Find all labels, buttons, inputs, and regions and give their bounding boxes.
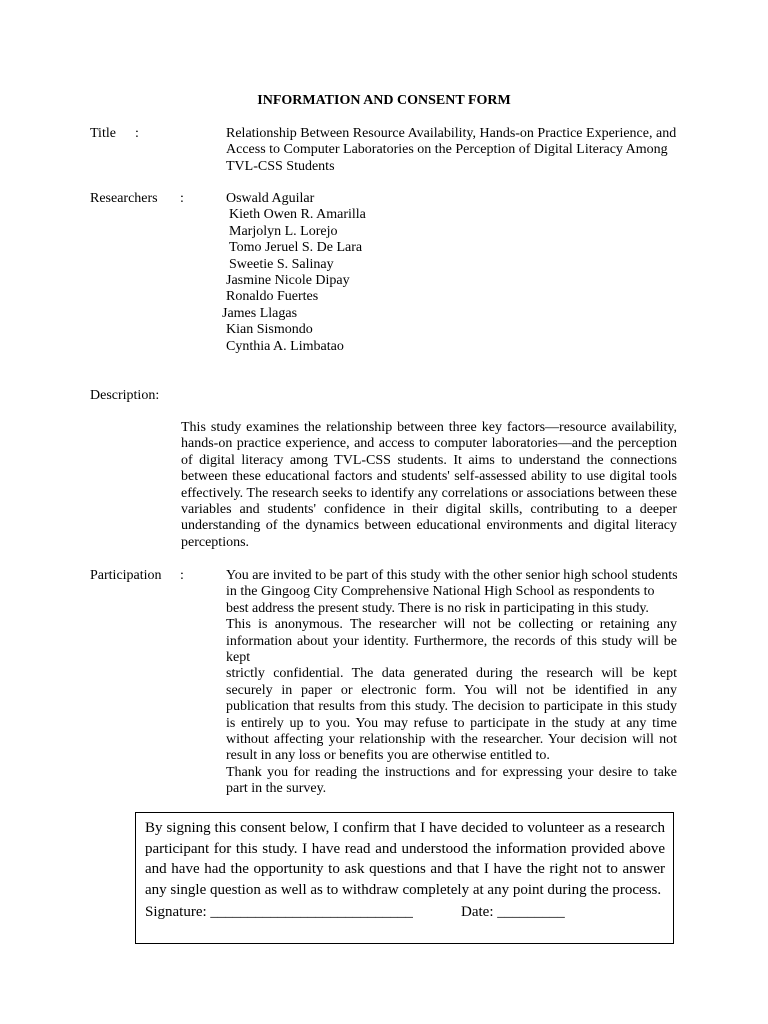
researcher-name: Marjolyn L. Lorejo <box>229 223 338 239</box>
study-title-line: Access to Computer Laboratories on the Perception of Digital Literacy Among <box>226 142 668 158</box>
title-colon: : <box>135 126 139 141</box>
study-title <box>226 126 676 175</box>
researcher-name: Kieth Owen R. Amarilla <box>229 207 366 223</box>
researcher-name: Tomo Jeruel S. De Lara <box>229 240 363 256</box>
participation-line: You are invited to be part of this study with the other senior high school students <box>226 568 678 583</box>
participation-label: Participation <box>90 568 162 583</box>
date-field[interactable]: Date: _________ <box>461 904 565 920</box>
signature-field[interactable]: Signature: ___________________________ <box>145 904 413 920</box>
participation-line: in the Gingoog City Comprehensive National High School as respondents to <box>226 584 655 600</box>
participation-section <box>226 568 677 798</box>
researcher-name: Oswald Aguilar <box>226 191 315 206</box>
form-title: INFORMATION AND CONSENT FORM <box>257 93 511 108</box>
study-title-line: TVL-CSS Students <box>226 158 335 174</box>
researcher-name: Cynthia A. Limbatao <box>226 338 344 354</box>
participation-thanks: Thank you for reading the instructions and for expressing your desire to take part in the survey. <box>226 764 677 797</box>
description-text: This study examines the relationship between three key factors—resource availability, hands-on practice experience, and access to computer laboratories—and the perception of digital literacy among TVL-CSS students. It aims to understand the connections between these educational factors and students' self-assessed ability to use digital tools effectively. The research seeks to identify any correlations or associations between these variables and students' confidence in their digital skills, contributing to a deeper understanding of the dynamics between educational environments and digital literacy perceptions. <box>181 420 677 550</box>
researchers-colon: : <box>180 191 184 206</box>
study-title-line: Relationship Between Resource Availability, Hands-on Practice Experience, and <box>226 126 677 141</box>
participation-anonymous: This is anonymous. The researcher will not be collecting or retaining any information about your identity. Furthermore, the records of this study will be kept <box>226 617 677 666</box>
researcher-name: Sweetie S. Salinay <box>229 256 334 272</box>
consent-box <box>135 812 674 944</box>
researcher-name: Jasmine Nicole Dipay <box>226 273 350 289</box>
participation-colon: : <box>180 568 184 583</box>
researchers-label: Researchers <box>90 191 158 206</box>
researcher-name: Ronaldo Fuertes <box>226 289 319 305</box>
description-label: Description: <box>90 388 160 403</box>
title-label: Title <box>90 126 116 141</box>
researcher-name: Kian Sismondo <box>226 322 313 338</box>
participation-confidential: strictly confidential. The data generated during the research will be kept securely in paper or electronic form. You will not be identified in any publication that results from this study. The decision to participate in this study is entirely up to you. You may refuse to participate in the study at any time without affecting your relationship with the researcher. Your decision will not result in any loss or benefits you are otherwise entitled to. <box>226 666 677 764</box>
researcher-name: James Llagas <box>222 305 298 321</box>
consent-statement: By signing this consent below, I confirm that I have decided to volunteer as a research participant for this study. I have read and understood the information provided above and have had the opportunity to ask questions and that I have the right not to answer any single question as well as to withdraw completely at any point during the process. <box>145 820 665 898</box>
researchers-list <box>222 191 366 355</box>
participation-line: best address the present study. There is no risk in participating in this study. <box>226 600 649 616</box>
